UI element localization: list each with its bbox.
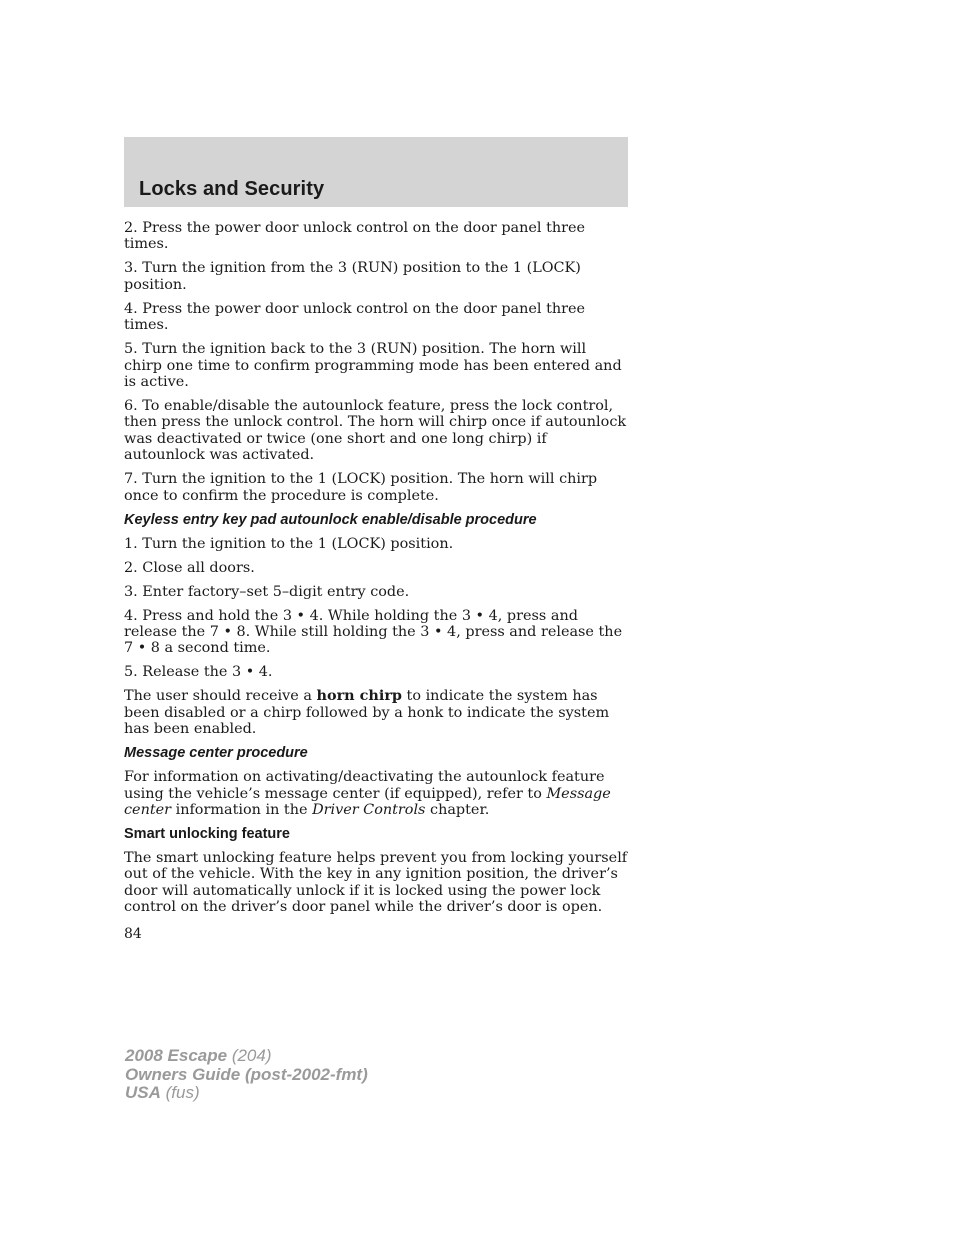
footer-guide: Owners Guide (post-2002-fmt) <box>125 1064 368 1084</box>
smart-unlocking-paragraph: The smart unlocking feature helps prevent you from locking yourself out of the vehicle. With the key in any ignition position, the driver’s door will automatically unlock if it is locked using the power lock control on the driver’s door panel while the driver’s door is open. <box>124 849 628 916</box>
keypad-step-2: 2. Close all doors. <box>124 559 255 576</box>
footer-line-2 <box>125 1066 368 1085</box>
step-4: 4. Press the power door unlock control on the door panel three times. <box>124 300 586 334</box>
step-7: 7. Turn the ignition to the 1 (LOCK) position. The horn will chirp once to confirm the procedure is complete. <box>124 471 598 504</box>
section-title: Locks and Security <box>139 178 325 200</box>
footer-market-code: (fus) <box>160 1083 200 1102</box>
keypad-step-3: 3. Enter factory–set 5–digit entry code. <box>124 583 410 600</box>
footer-model-code: (204) <box>227 1046 272 1065</box>
keypad-step-4: 4. Press and hold the 3 • 4. While holding the 3 • 4, press and release the 7 • 8. While still holding the 3 • 4, press and release the 7 • 8 a second time. <box>124 607 623 657</box>
step-3: 3. Turn the ignition from the 3 (RUN) position to the 1 (LOCK) position. <box>124 260 581 293</box>
smart-unlocking-heading: Smart unlocking feature <box>124 825 290 842</box>
keypad-heading: Keyless entry key pad autounlock enable/disable procedure <box>124 511 537 528</box>
keypad-note-text-1: The user should receive a <box>124 688 317 705</box>
message-center-ref: Message center <box>124 785 611 818</box>
page-content <box>124 220 628 923</box>
message-center-heading: Message center procedure <box>124 745 308 762</box>
message-center-text-1: For information on activating/deactivating the autounlock feature using the vehicle’s message center (if equipped), refer to <box>124 769 605 802</box>
page-number: 84 <box>124 926 142 942</box>
keypad-step-5: 5. Release the 3 • 4. <box>124 664 273 681</box>
message-center-text-2: information in the <box>171 801 313 818</box>
step-5: 5. Turn the ignition back to the 3 (RUN) position. The horn will chirp one time to confirm programming mode has been entered and is active. <box>124 341 622 391</box>
footer-line-1 <box>125 1047 368 1066</box>
step-2: 2. Press the power door unlock control on the door panel three times. <box>124 220 586 253</box>
footer-line-3 <box>125 1084 368 1103</box>
footer-market: USA <box>125 1083 161 1102</box>
keypad-note-text-2: to indicate the system has been disabled or a chirp followed by a honk to indicate the system has been enabled. <box>124 688 610 738</box>
message-center-text-3: chapter. <box>425 801 490 818</box>
footer-edition <box>125 1047 368 1103</box>
keypad-note-bold: horn chirp <box>316 687 402 705</box>
driver-controls-ref: Driver Controls <box>312 801 426 818</box>
keypad-step-1: 1. Turn the ignition to the 1 (LOCK) position. <box>124 535 454 552</box>
message-center-paragraph <box>124 769 628 818</box>
step-6: 6. To enable/disable the autounlock feature, press the lock control, then press the unlock control. The horn will chirp once if autounlock was deactivated or twice (one short and one long chirp) if autounlock was activated. <box>124 398 627 464</box>
section-header-bar <box>124 137 628 207</box>
footer-model: 2008 Escape <box>125 1046 228 1065</box>
keypad-note <box>124 688 628 737</box>
